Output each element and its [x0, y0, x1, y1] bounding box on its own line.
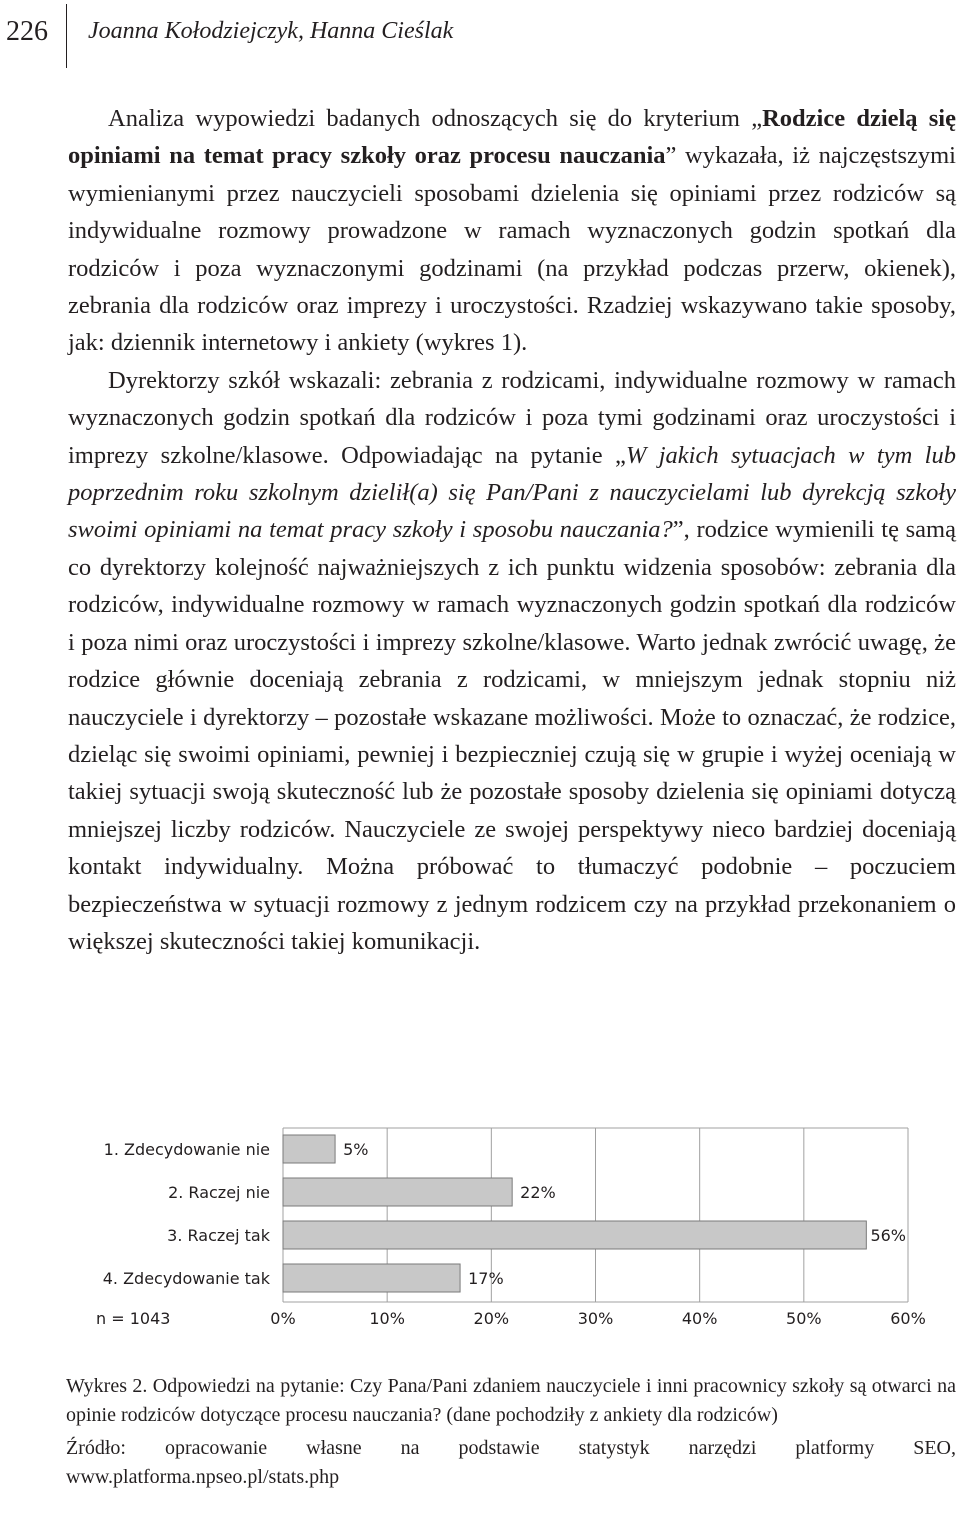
- category-label: 4. Zdecydowanie tak: [102, 1269, 270, 1288]
- bar: [283, 1135, 335, 1163]
- figure-caption: [66, 1372, 956, 1492]
- tick-label: 0%: [270, 1309, 296, 1328]
- bar: [283, 1178, 512, 1206]
- tick-label: 10%: [369, 1309, 405, 1328]
- tick-label: 20%: [473, 1309, 510, 1328]
- tick-label: 50%: [786, 1309, 822, 1328]
- sample-size-note: n = 1043: [96, 1309, 171, 1328]
- tick-label: 40%: [681, 1309, 718, 1328]
- running-head-authors: Joanna Kołodziejczyk, Hanna Cieślak: [88, 18, 454, 44]
- bar: [283, 1221, 866, 1249]
- criterion-bold: Rodzice dzielą się opiniami na temat pracy szkoły oraz procesu nauczania: [68, 105, 956, 170]
- data-label: 56%: [870, 1226, 906, 1245]
- survey-question-italic: W jakich sytuacjach w tym lub poprzednim roku szkolnym dzielił(a) się Pan/Pani z nauczycielami lub dyrekcją szkoły swoimi opiniami na temat pracy szkoły i sposobu nauczania?: [68, 441, 956, 544]
- data-label: 17%: [468, 1269, 504, 1288]
- category-label: 2. Raczej nie: [168, 1183, 270, 1202]
- body-text: [68, 100, 956, 960]
- data-label: 5%: [343, 1140, 369, 1159]
- category-label: 1. Zdecydowanie nie: [103, 1140, 270, 1159]
- tick-label: 30%: [577, 1309, 614, 1328]
- header-divider: [66, 4, 67, 68]
- caption-text: Wykres 2. Odpowiedzi na pytanie: Czy Pana/Pani zdaniem nauczyciele i inni pracownicy szkoły są otwarci na opinie rodziców dotyczące procesu nauczania? (dane pochodziły z ankiety dla rodziców): [66, 1375, 956, 1426]
- paragraph-1: Analiza wypowiedzi badanych odnoszących się do kryterium „Rodzice dzielą się opiniami na temat pracy szkoły oraz procesu nauczania” wykazała, iż najczęstszymi wymienianymi przez nauczycieli sposobami dzielenia się opiniami przez rodziców są indywidualne rozmowy prowadzone w ramach wyznaczonych godzin spotkań dla rodziców i poza wyznaczonymi godzinami (na przykład podczas przerw, okienek), zebrania dla rodziców oraz imprezy i uroczystości. Rzadziej wskazywano takie sposoby, jak: dziennik internetowy i ankiety (wykres 1).: [68, 105, 956, 357]
- bar-chart: [0, 1120, 960, 1340]
- caption-source: Źródło: opracowanie własne na podstawie statystyk narzędzi platformy SEO, www.platforma.npseo.pl/stats.php: [66, 1437, 956, 1488]
- page-header: [0, 0, 960, 70]
- tick-label: 60%: [890, 1309, 926, 1328]
- category-label: 3. Raczej tak: [167, 1226, 270, 1245]
- page-number: 226: [6, 16, 48, 47]
- data-label: 22%: [520, 1183, 556, 1202]
- paragraph-2: Dyrektorzy szkół wskazali: zebrania z rodzicami, indywidualne rozmowy w ramach wyznaczonych godzin spotkań dla rodziców i poza tymi godzinami oraz uroczystości i imprezy szkolne/klasowe. Odpowiadając na pytanie „W jakich sytuacjach w tym lub poprzednim roku szkolnym dzielił(a) się Pan/Pani z nauczycielami lub dyrekcją szkoły swoimi opiniami na temat pracy szkoły i sposobu nauczania?”, rodzice wymienili tę samą co dyrektorzy kolejność najważniejszych z ich punktu widzenia sposobów: zebrania dla rodziców, indywidualne rozmowy w ramach wyznaczonych godzin spotkań dla rodziców i poza nimi oraz uroczystości i imprezy szkolne/klasowe. Warto jednak zwrócić uwagę, że rodzice głównie doceniają zebrania z rodzicami, w mniejszym jednak stopniu niż nauczyciele i dyrektorzy – pozostałe wskazane możliwości. Może to oznaczać, że rodzice, dzieląc się swoimi opiniami, pewniej i bezpieczniej czują się w grupie i wyżej oceniają w takiej sytuacji swoją skuteczność lub że pozostałe sposoby dzielenia się opiniami dotyczą mniejszej liczby rodziców. Nauczyciele ze swojej perspektywy nieco bardziej doceniają kontakt indywidualny. Można próbować to tłumaczyć podobnie – poczuciem bezpieczeństwa w sytuacji rozmowy z jednym rodzicem czy na przykład przekonaniem o większej skuteczności takiej komunikacji.: [68, 366, 956, 955]
- bar: [283, 1264, 460, 1292]
